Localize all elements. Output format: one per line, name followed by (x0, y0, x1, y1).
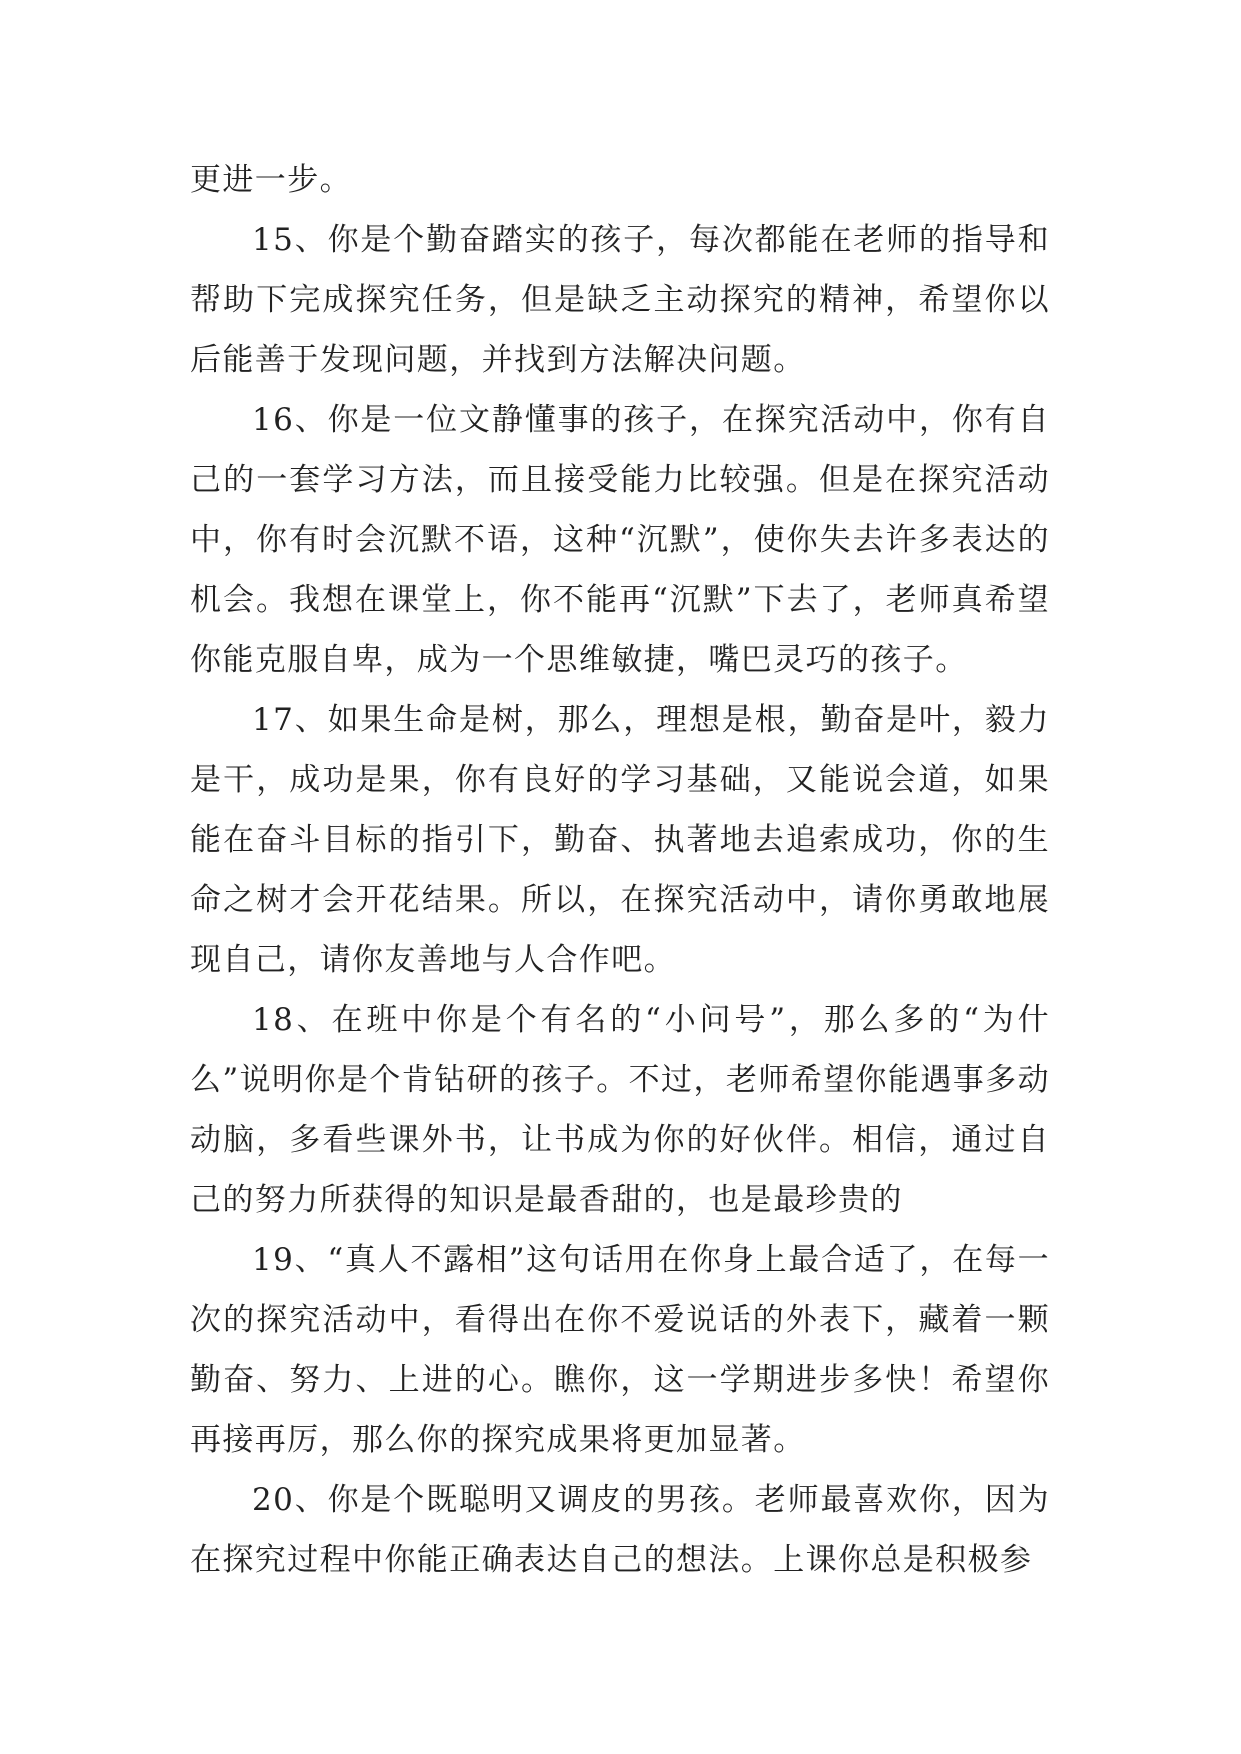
paragraph-continuation: 更进一步。 (190, 162, 352, 198)
paragraph-17: 17、如果生命是树，那么，理想是根，勤奋是叶，毅力是干，成功是果，你有良好的学习基础，又能说会道，如果能在奋斗目标的指引下，勤奋、执著地去追索成功，你的生命之树才会开花结果。所以，在探究活动中，请你勇敢地展现自己，请你友善地与人合作吧。 (190, 702, 1050, 978)
paragraph-15: 15、你是个勤奋踏实的孩子，每次都能在老师的指导和帮助下完成探究任务，但是缺乏主动探究的精神，希望你以后能善于发现问题，并找到方法解决问题。 (190, 222, 1050, 378)
document-body (190, 150, 1050, 1590)
paragraph-18: 18、在班中你是个有名的“小问号”，那么多的“为什么”说明你是个肯钻研的孩子。不过，老师希望你能遇事多动动脑，多看些课外书，让书成为你的好伙伴。相信，通过自己的努力所获得的知识是最香甜的，也是最珍贵的 (190, 1002, 1050, 1218)
paragraph-16: 16、你是一位文静懂事的孩子，在探究活动中，你有自己的一套学习方法，而且接受能力比较强。但是在探究活动中，你有时会沉默不语，这种“沉默”，使你失去许多表达的机会。我想在课堂上，你不能再“沉默”下去了，老师真希望你能克服自卑，成为一个思维敏捷，嘴巴灵巧的孩子。 (190, 402, 1050, 678)
paragraph-19: 19、“真人不露相”这句话用在你身上最合适了，在每一次的探究活动中，看得出在你不爱说话的外表下，藏着一颗勤奋、努力、上进的心。瞧你，这一学期进步多快！希望你再接再厉，那么你的探究成果将更加显著。 (190, 1242, 1050, 1458)
paragraph-20: 20、你是个既聪明又调皮的男孩。老师最喜欢你，因为在探究过程中你能正确表达自己的想法。上课你总是积极参 (190, 1482, 1050, 1578)
